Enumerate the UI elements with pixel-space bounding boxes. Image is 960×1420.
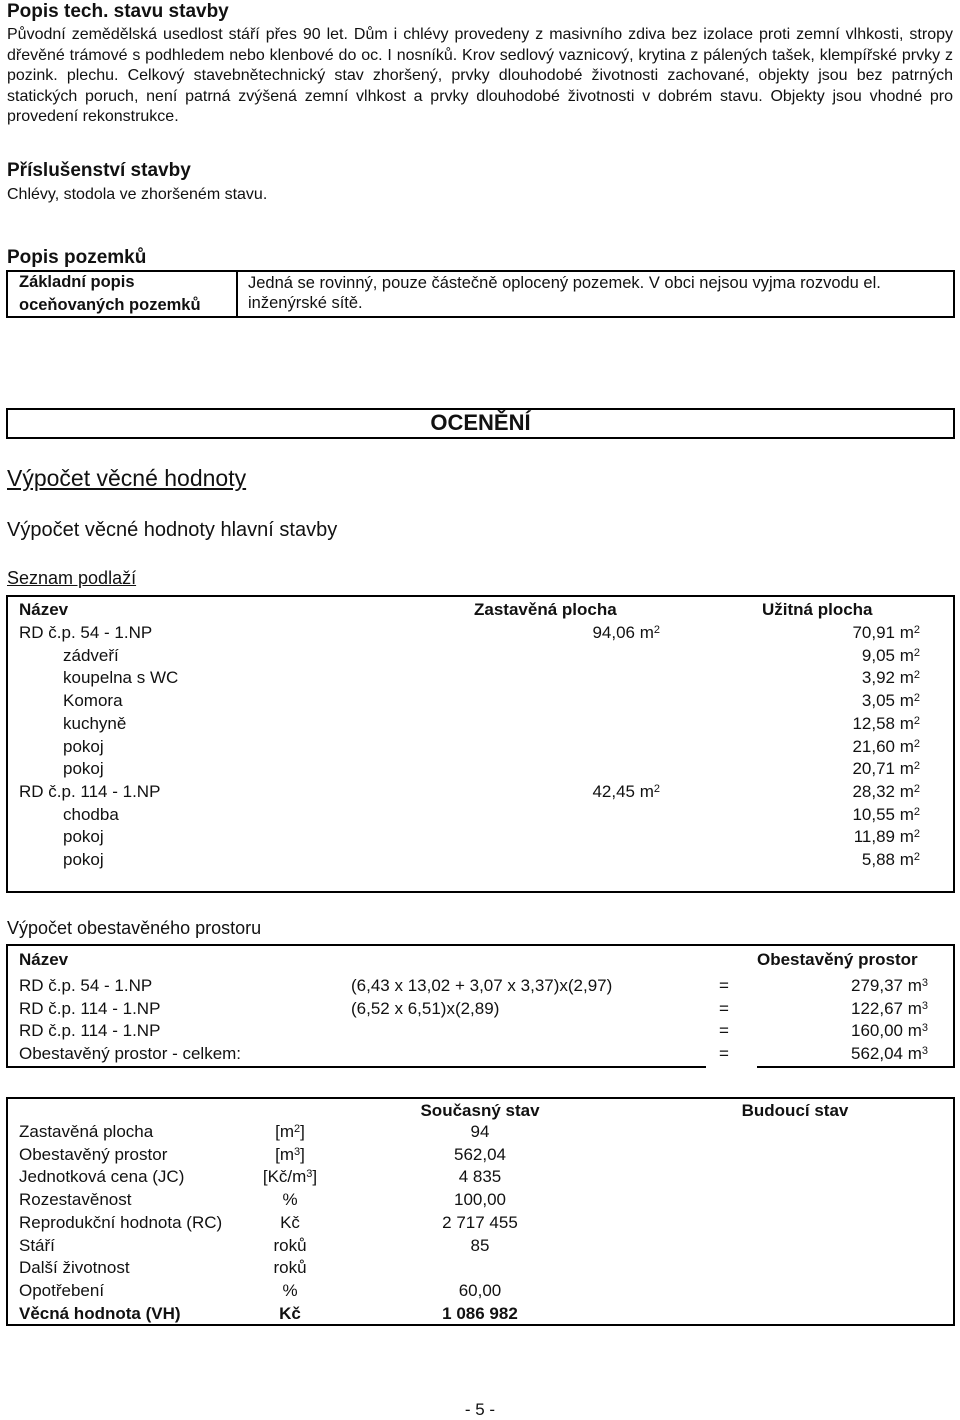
- floor-usable: 12,58 $m^2$: [852, 713, 920, 733]
- volume-left-line: [6, 944, 8, 1068]
- floor-built: 94,06 $m^2$: [592, 623, 660, 642]
- land-label-line2: oceňovaných pozemků: [19, 296, 201, 314]
- floor-name: RD č.p. 114 - 1.NP: [19, 781, 161, 801]
- summary-label: Opotřebení: [19, 1280, 105, 1300]
- summary-label: Reprodukční hodnota (RC): [19, 1212, 223, 1232]
- floor-usable: 70,91 $m^2$: [852, 623, 920, 642]
- summary-current: 1 086 982: [442, 1303, 518, 1323]
- floor-name: pokoj: [63, 759, 104, 779]
- floor-name: zádveří: [63, 645, 119, 665]
- floor-name: Komora: [63, 691, 123, 711]
- summary-unit: %: [282, 1190, 298, 1210]
- summary-label: Rozestavěnost: [19, 1190, 132, 1210]
- page-number: - 5 -: [464, 1400, 496, 1419]
- volume-value: 160,00 $m^3$: [850, 1021, 928, 1041]
- summary-unit: %: [282, 1280, 298, 1300]
- volume-name: RD č.p. 54 - 1.NP: [19, 976, 153, 995]
- volume-header-name: Název: [19, 950, 69, 969]
- volume-top-line: [6, 944, 955, 946]
- summary-unit: $[Kč/m^3]$: [262, 1167, 318, 1187]
- summary-header-future: Budoucí stav: [741, 1101, 849, 1120]
- volume-bottom-line-right: [757, 1066, 955, 1068]
- volume-title: Výpočet obestavěného prostoru: [7, 918, 262, 938]
- volume-formula: (6,43 x 13,02 + 3,07 x 3,37)x(2,97): [351, 976, 613, 995]
- floor-usable: 21,60 $m^2$: [852, 736, 920, 756]
- summary-label: Obestavěný prostor: [19, 1144, 168, 1164]
- summary-current: 85: [470, 1235, 490, 1255]
- summary-header-current: Současný stav: [420, 1101, 540, 1120]
- summary-unit: $[m^2]$: [275, 1122, 305, 1141]
- summary-current: 100,00: [454, 1190, 506, 1210]
- summary-current: 4 835: [458, 1167, 502, 1187]
- volume-header-volume: Obestavěný prostor: [757, 950, 918, 969]
- floor-name: kuchyně: [63, 713, 127, 733]
- floor-built: 42,45 $m^2$: [592, 781, 660, 801]
- volume-value: 122,67 $m^3$: [850, 998, 928, 1018]
- floor-usable: 5,88 $m^2$: [861, 850, 920, 869]
- floor-name: RD č.p. 54 - 1.NP: [19, 623, 153, 642]
- summary-unit: $[m^3]$: [275, 1144, 305, 1164]
- land-title: Popis pozemků: [7, 247, 147, 268]
- volume-bottom-line-left: [6, 1066, 706, 1068]
- summary-unit: Kč: [280, 1212, 300, 1232]
- volume-value: 562,04 $m^3$: [850, 1044, 928, 1064]
- volume-right-line: [953, 944, 955, 1068]
- volume-formula: (6,52 x 6,51)x(2,89): [351, 998, 500, 1018]
- summary-current: 60,00: [458, 1280, 502, 1300]
- floors-header-usable: Užitná plocha: [762, 600, 873, 619]
- summary-unit: roků: [273, 1258, 307, 1278]
- volume-equals: =: [719, 1044, 729, 1064]
- summary-label: Další životnost: [19, 1258, 130, 1278]
- floors-header-name: Název: [19, 600, 69, 619]
- floor-usable: 28,32 $m^2$: [852, 781, 920, 801]
- summary-label: Věcná hodnota (VH): [19, 1303, 181, 1323]
- land-label-line1: Základní popis: [19, 273, 135, 291]
- floor-usable: 11,89 $m^2$: [853, 827, 920, 847]
- floor-name: pokoj: [63, 850, 104, 869]
- tech-text: Původní zemědělská usedlost stáří přes 90 let. Dům i chlévy provedeny z masivního zdiva bez izolace proti zemní vlhkosti, stropy dřevěné trámové s podhledem nebo klenbové do oc. I nosníků. Krov sedlový vaznicový, krytina z pálených tašek, klempířské prvky z pozink. plechu. Celkový stavebnětechnický stav zhoršený, prvky dlouhodobé životnosti zachované, objekty jsou bez patrných statických poruch, není patrná zvýšená zemní vlhkost a prvky dlouhodobé životnosti v dobrém stavu. Objekty jsou vhodné pro provedení rekonstrukce.: [7, 26, 953, 125]
- summary-label: Stáří: [19, 1235, 55, 1255]
- floor-name: koupelna s WC: [63, 668, 179, 688]
- land-box-divider: [236, 270, 238, 318]
- floor-name: pokoj: [63, 827, 104, 847]
- banner-title: OCENĚNÍ: [430, 410, 531, 435]
- floors-title: Seznam podlaží: [7, 568, 137, 588]
- floor-name: pokoj: [63, 736, 104, 756]
- valuation-subtitle: Výpočet věcné hodnoty hlavní stavby: [7, 519, 338, 541]
- valuation-title: Výpočet věcné hodnoty: [7, 465, 247, 491]
- summary-unit: roků: [273, 1235, 307, 1255]
- floor-usable: 3,05 $m^2$: [861, 691, 920, 711]
- summary-current: 2 717 455: [442, 1212, 518, 1232]
- floor-usable: 3,92 $m^2$: [861, 668, 920, 688]
- floor-usable: 9,05 $m^2$: [861, 645, 920, 665]
- floor-name: chodba: [63, 804, 119, 824]
- volume-equals: =: [719, 998, 729, 1018]
- summary-unit: Kč: [279, 1303, 301, 1323]
- volume-equals: =: [719, 976, 729, 995]
- summary-label: Jednotková cena (JC): [19, 1167, 185, 1187]
- volume-name: RD č.p. 114 - 1.NP: [19, 1021, 161, 1041]
- volume-name: Obestavěný prostor - celkem:: [19, 1044, 242, 1064]
- accessory-text: Chlévy, stodola ve zhoršeném stavu.: [7, 186, 268, 203]
- accessory-title: Příslušenství stavby: [7, 160, 191, 181]
- land-text: Jedná se rovinný, pouze částečně oplocený pozemek. V obci nejsou vyjma rozvodu el. inženýrské sítě.: [248, 274, 881, 312]
- volume-name: RD č.p. 114 - 1.NP: [19, 998, 161, 1018]
- summary-label: Zastavěná plocha: [19, 1122, 154, 1141]
- floor-usable: 20,71 $m^2$: [852, 759, 920, 779]
- summary-current: 562,04: [454, 1144, 506, 1164]
- volume-equals: =: [719, 1021, 729, 1041]
- floors-header-built: Zastavěná plocha: [474, 600, 617, 619]
- volume-value: 279,37 $m^3$: [850, 976, 928, 995]
- tech-title: Popis tech. stavu stavby: [7, 1, 229, 22]
- summary-current: 94: [470, 1122, 490, 1141]
- floor-usable: 10,55 $m^2$: [852, 804, 920, 824]
